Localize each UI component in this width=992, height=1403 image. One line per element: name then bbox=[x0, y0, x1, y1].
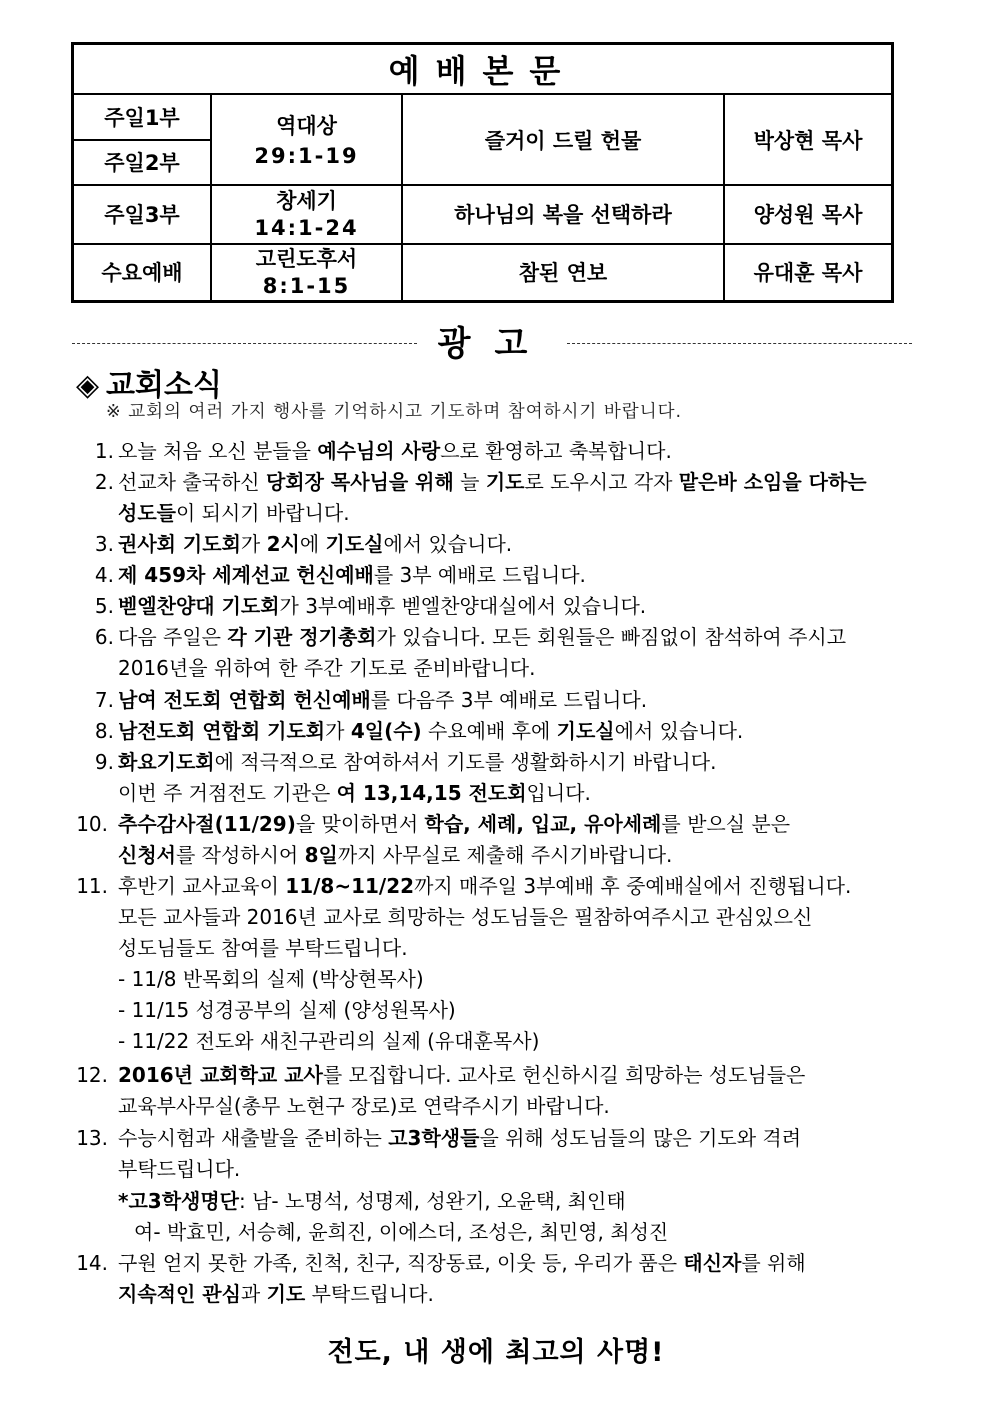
schedule-item: - 11/22 전도와 새친구관리의 실제 (유대훈목사) bbox=[118, 1029, 540, 1053]
announcement-title: 광고 bbox=[437, 324, 552, 364]
schedule-item: - 11/8 반목회의 실제 (박상현목사) bbox=[118, 967, 424, 991]
list-item-continued: 부탁드립니다. bbox=[118, 1157, 241, 1181]
scripture-verse: 8:1-15 bbox=[262, 274, 351, 298]
scripture-1 bbox=[212, 97, 401, 184]
diamond-icon: ◈ bbox=[76, 368, 100, 403]
section-note: ※ 교회의 여러 가지 행사를 기억하시고 기도하며 참여하시기 바랍니다. bbox=[106, 402, 683, 422]
scripture-book: 창세기 bbox=[276, 188, 337, 213]
item-number: 4. bbox=[94, 563, 114, 587]
scripture-3 bbox=[212, 245, 401, 301]
item-number: 8. bbox=[94, 719, 114, 743]
student-list-boys: *고3학생명단: 남- 노명석, 성명제, 성완기, 오윤택, 최인태 bbox=[118, 1189, 626, 1213]
list-item-continued: 모든 교사들과 2016년 교사로 희망하는 성도님들은 필참하여주시고 관심있으신 bbox=[118, 905, 813, 929]
service-1: 주일1부 bbox=[104, 106, 180, 130]
worship-title: 예배본문 bbox=[74, 45, 891, 95]
service-3: 주일3부 bbox=[104, 202, 180, 227]
preacher-3: 유대훈 목사 bbox=[753, 261, 863, 285]
list-item-continued: 성도님들도 참여를 부탁드립니다. bbox=[118, 936, 408, 960]
item-number: 3. bbox=[94, 532, 114, 556]
dashed-divider bbox=[567, 343, 912, 344]
section-title: 교회소식 bbox=[106, 368, 222, 403]
scripture-verse: 14:1-24 bbox=[254, 215, 359, 240]
service-2: 주일2부 bbox=[104, 150, 180, 175]
item-number: 12. bbox=[76, 1063, 108, 1087]
preacher-2: 양성원 목사 bbox=[753, 202, 863, 227]
item-number: 2. bbox=[94, 470, 114, 494]
student-list-girls: 여- 박효민, 서승혜, 윤희진, 이에스더, 조성은, 최민영, 최성진 bbox=[134, 1220, 669, 1244]
item-number: 13. bbox=[76, 1126, 108, 1150]
item-number: 7. bbox=[94, 688, 114, 712]
scripture-verse: 29:1-19 bbox=[254, 143, 359, 168]
scripture-2 bbox=[212, 186, 401, 243]
item-number: 1. bbox=[94, 439, 114, 463]
scripture-book: 고린도후서 bbox=[255, 247, 358, 271]
item-number: 11. bbox=[76, 874, 108, 898]
list-item-continued: 교육부사무실(총무 노현구 장로)로 연락주시기 바랍니다. bbox=[118, 1094, 610, 1118]
sermon-title-2: 하나님의 복을 선택하라 bbox=[454, 202, 672, 227]
service-4: 수요예배 bbox=[101, 261, 183, 285]
item-number: 5. bbox=[94, 594, 114, 618]
item-number: 6. bbox=[94, 625, 114, 649]
preacher-1: 박상현 목사 bbox=[753, 128, 863, 153]
item-number: 9. bbox=[94, 750, 114, 774]
dashed-divider bbox=[72, 343, 417, 344]
worship-table bbox=[71, 42, 894, 303]
slogan: 전도, 내 생에 최고의 사명! bbox=[327, 1337, 665, 1368]
item-number: 14. bbox=[76, 1251, 108, 1275]
sermon-title-3: 참된 연보 bbox=[518, 261, 608, 285]
list-item-continued: 2016년을 위하여 한 주간 기도로 준비바랍니다. bbox=[118, 656, 536, 680]
list-item-continued: 성도들이 되시기 바랍니다. bbox=[118, 501, 350, 525]
list-item-continued: 이번 주 거점전도 기관은 여 13,14,15 전도회입니다. bbox=[118, 781, 591, 805]
schedule-item: - 11/15 성경공부의 실제 (양성원목사) bbox=[118, 998, 456, 1022]
scripture-book: 역대상 bbox=[276, 113, 337, 138]
announcement-header bbox=[72, 324, 914, 364]
list-item-continued: 지속적인 관심과 기도 부탁드립니다. bbox=[118, 1282, 434, 1306]
item-number: 10. bbox=[76, 812, 108, 836]
list-item-continued: 신청서를 작성하시어 8일까지 사무실로 제출해 주시기바랍니다. bbox=[118, 843, 673, 867]
sermon-title-1: 즐거이 드릴 헌물 bbox=[484, 128, 642, 153]
